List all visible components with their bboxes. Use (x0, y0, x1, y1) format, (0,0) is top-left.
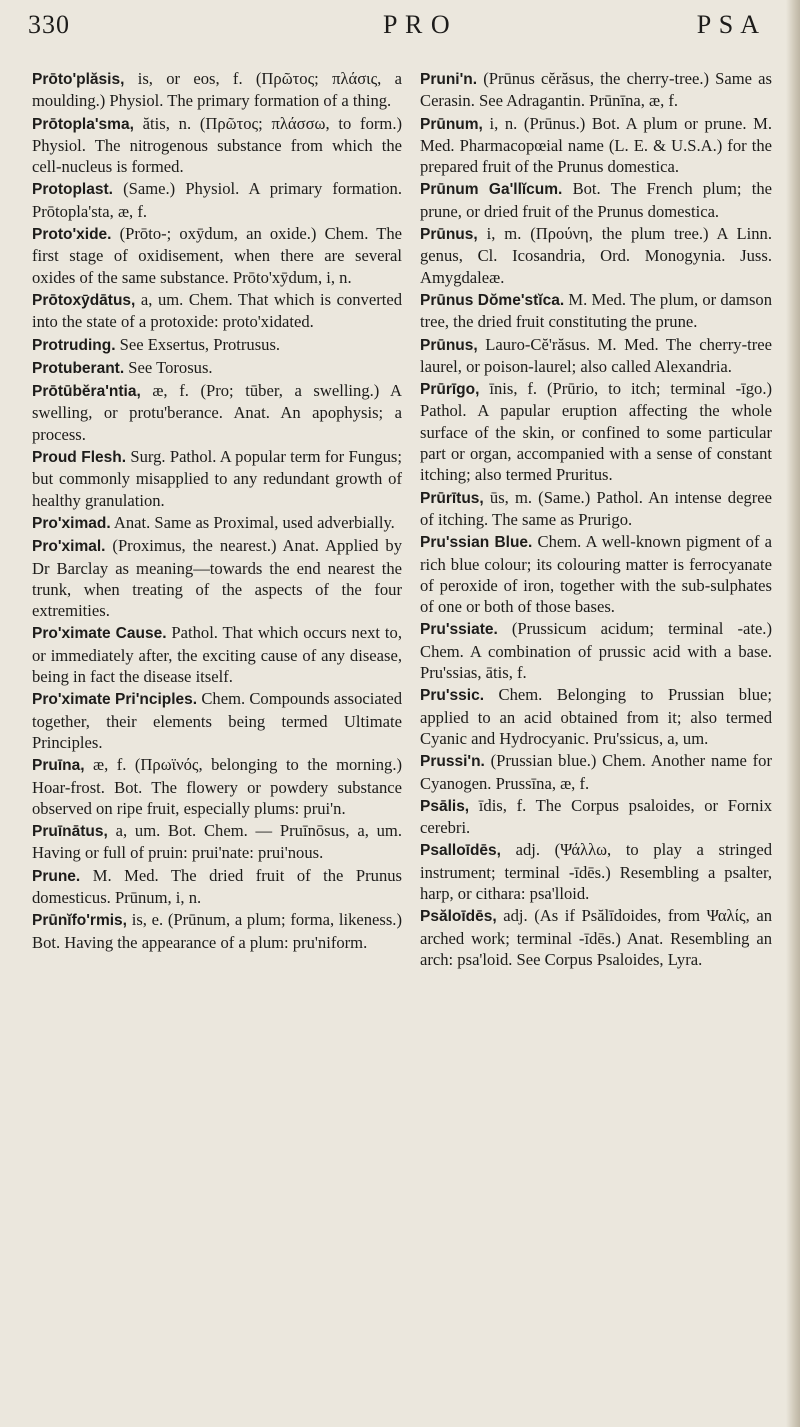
entry: Prōtūbĕra'ntia, æ, f. (Pro; tūber, a swelling.) A swelling, or protu'berance. Anat. An apophysis; a process. (32, 381, 402, 444)
right-guide-word: P S A (696, 10, 760, 39)
entry: Prūnĭfo'rmis, is, e. (Prūnum, a plum; forma, likeness.) Bot. Having the appearance of a plum: pru'niform. (32, 910, 402, 952)
entry: Prūnum Ga'llĭcum. Bot. The French plum; the prune, or dried fruit of the Prunus domestica. (420, 179, 773, 221)
entry: Protuberant. See Torosus. (32, 357, 213, 377)
entry: Prussi'n. (Prussian blue.) Chem. Another name for Cyanogen. Prussīna, æ, f. (420, 751, 772, 793)
entry: Pro'ximad. Anat. Same as Proximal, used adverbially. (32, 512, 395, 532)
entry: Prūnus, i, m. (Προύνη, the plum tree.) A Linn. genus, Cl. Icosandria, Ord. Monogynia. Juss. Amygdaleæ. (420, 224, 772, 287)
right-column (420, 68, 772, 971)
entry: Pro'ximal. (Proximus, the nearest.) Anat. Applied by Dr Barclay as meaning—towards the end nearest the trunk, when treating of the aspects of the four extremities. (32, 536, 402, 621)
entry: Psăloīdēs, adj. (As if Psălīdoides, from Ψαλίς, an arched work; terminal -īdēs.) Anat. Resembling an arch: psa'loid. See Corpus Psaloides, Lyra. (420, 906, 772, 969)
entry: Prōto'plăsis, is, or eos, f. (Πρῶτος; πλάσις, a moulding.) Physiol. The primary formation of a thing. (32, 69, 402, 111)
entry: Pruni'n. (Prūnus cĕrăsus, the cherry-tree.) Same as Cerasin. See Adragantin. Prūnīna, æ, f. (420, 69, 772, 111)
entry: Pru'ssian Blue. Chem. A well-known pigment of a rich blue colour; its colouring matter is ferrocyanate of peroxide of iron, together with the sub-sulphates of one or both of those bases. (420, 532, 772, 617)
entry: Pru'ssic. Chem. Belonging to Prussian blue; applied to an acid obtained from it; also termed Cyanic and Hydrocyanic. Pru'ssicus, a, um. (420, 685, 772, 748)
entry: Proto'xide. (Prōto-; oxȳdum, an oxide.) Chem. The first stage of oxidisement, when there are several oxides of the same substance. Prōto'xȳdum, i, n. (32, 224, 402, 287)
entry: Prōtoxȳdātus, a, um. Chem. That which is converted into the state of a protoxide: proto'xidated. (32, 289, 402, 332)
entry: Pro'ximate Pri'nciples. Chem. Compounds associated together, their elements being termed Ultimate Principles. (32, 689, 402, 752)
entry: Prūrītus, ūs, m. (Same.) Pathol. An intense degree of itching. The same as Prurigo. (420, 487, 772, 529)
entry: Proud Flesh. Surg. Pathol. A popular term for Fungus; but commonly misapplied to any redundant growth of healthy granulation. (32, 447, 402, 510)
entry: Prūnum, i, n. (Prūnus.) Bot. A plum or prune. M. Med. Pharmacopœial name (L. E. & U.S.A.) for the prepared fruit of the Prunus domestica. (420, 113, 772, 177)
entry: Prūnus, Lauro-Cĕ'răsus. M. Med. The cherry-tree laurel, or poison-laurel; also called Alexandria. (420, 334, 772, 376)
entry: Pro'ximate Cause. Pathol. That which occurs next to, or immediately after, the exciting cause of any disease, being in fact the disease itself. (32, 623, 402, 687)
entry: Psālis, īdis, f. The Corpus psaloides, or Fornix cerebri. (420, 795, 772, 838)
entry: Prūnus Dŏme'stĭca. M. Med. The plum, or damson tree, the dried fruit constituting the prune. (420, 289, 772, 332)
entry: Pruīnātus, a, um. Bot. Chem. — Pruīnōsus, a, um. Having or full of pruin: prui'nate: prui'nous. (32, 821, 402, 863)
running-header (28, 4, 760, 44)
entry: Prūrīgo, īnis, f. (Prūrio, to itch; terminal -īgo.) Pathol. A papular eruption affecting the whole surface of the skin, or confined to some particular part or organ, accompanied with a sense of constant itching; also termed Pruritus. (420, 379, 772, 485)
left-column (32, 68, 402, 954)
entry: Prōtopla'sma, ătis, n. (Πρῶτος; πλάσσω, to form.) Physiol. The nitrogenous substance from which the cell-nucleus is formed. (32, 113, 402, 177)
entry: Pru'ssiate. (Prussicum acidum; terminal -ate.) Chem. A combination of prussic acid with a base. Pru'ssias, ātis, f. (420, 619, 772, 683)
entry: Pruīna, æ, f. (Πρωϊνός, belonging to the morning.) Hoar-frost. Bot. The flowery or powdery substance observed on ripe fruit, especially plums: prui'n. (32, 755, 402, 818)
entry: Psalloīdēs, adj. (Ψάλλω, to play a stringed instrument; terminal -īdēs.) Resembling a psalter, harp, or cithara: psa'lloid. (420, 840, 772, 903)
page-number: 330 (28, 10, 70, 39)
entry: Prune. M. Med. The dried fruit of the Prunus domesticus. Prūnum, i, n. (32, 865, 402, 907)
page-gutter-shadow (786, 0, 800, 1427)
entry: Protruding. See Exsertus, Protrusus. (32, 334, 281, 354)
left-guide-word: P R O (383, 10, 451, 39)
entry: Protoplast. (Same.) Physiol. A primary formation. Prōtopla'sta, æ, f. (32, 179, 402, 221)
